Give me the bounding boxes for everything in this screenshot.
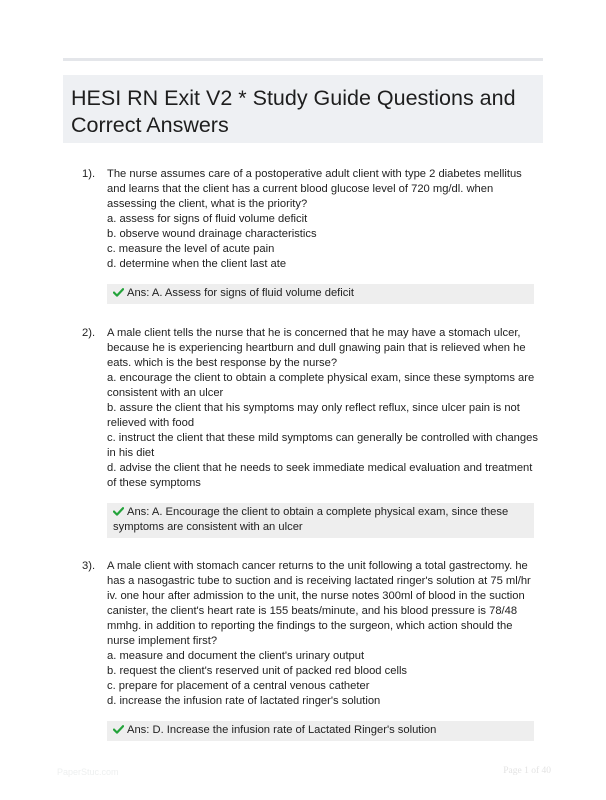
question-1: [82, 167, 542, 304]
option-c: c. prepare for placement of a central venous catheter: [107, 680, 370, 692]
question-number: 1).: [82, 168, 96, 180]
document-title: HESI RN Exit V2 * Study Guide Questions and Correct Answers: [71, 86, 516, 137]
answer-box: [107, 721, 534, 741]
question-number: 3).: [82, 560, 96, 572]
title-banner: [63, 75, 543, 143]
answer-text: Ans: A. Assess for signs of fluid volume deficit: [127, 287, 354, 299]
question-2: [82, 326, 542, 538]
check-icon: [113, 725, 124, 734]
top-divider: [63, 58, 543, 61]
check-icon: [113, 288, 124, 297]
option-d: d. increase the infusion rate of lactated ringer's solution: [107, 695, 381, 707]
option-a: a. assess for signs of fluid volume deficit: [107, 213, 308, 225]
option-b: b. assure the client that his symptoms may only reflect reflux, since ulcer pain is not relieved with food: [107, 402, 520, 429]
question-stem: A male client tells the nurse that he is concerned that he may have a stomach ulcer, because he is experiencing heartburn and dull gnawing pain that is relieved when he eats. which is the best response by the nurse?: [107, 327, 526, 369]
question-stem: The nurse assumes care of a postoperative adult client with type 2 diabetes mellitus and learns that the client has a current blood glucose level of 720 mg/dl. when assessing the client, what is the priority?: [107, 168, 522, 210]
option-a: a. encourage the client to obtain a complete physical exam, since these symptoms are consistent with an ulcer: [107, 372, 535, 399]
question-3: [82, 559, 542, 741]
option-d: d. determine when the client last ate: [107, 258, 287, 270]
check-icon: [113, 507, 124, 516]
option-d: d. advise the client that he needs to seek immediate medical evaluation and treatment of these symptoms: [107, 462, 533, 489]
footer-watermark: PaperStuc.com: [57, 767, 119, 777]
option-b: b. request the client's reserved unit of packed red blood cells: [107, 665, 408, 677]
page-number: Page 1 of 40: [503, 766, 551, 776]
option-b: b. observe wound drainage characteristics: [107, 228, 317, 240]
answer-text: Ans: D. Increase the infusion rate of Lactated Ringer's solution: [127, 724, 437, 736]
option-c: c. instruct the client that these mild symptoms can generally be controlled with changes in his diet: [107, 432, 538, 459]
option-c: c. measure the level of acute pain: [107, 243, 275, 255]
answer-box: [107, 284, 534, 304]
question-body: [107, 167, 542, 272]
answer-text: Ans: A. Encourage the client to obtain a complete physical exam, since these symptoms are consistent with an ulcer: [113, 506, 509, 533]
answer-box: [107, 503, 534, 538]
question-number: 2).: [82, 327, 96, 339]
question-body: [107, 326, 542, 491]
option-a: a. measure and document the client's urinary output: [107, 650, 365, 662]
question-body: [107, 559, 542, 709]
question-stem: A male client with stomach cancer returns to the unit following a total gastrectomy. he has a nasogastric tube to suction and is receiving lactated ringer's solution at 75 ml/hr iv. one hour after admission to the unit, the nurse notes 300ml of blood in the suction canister, the client's heart rate is 155 beats/minute, and his blood pressure is 78/48 mmhg. in addition to reporting the findings to the surgeon, which action should the nurse implement first?: [107, 560, 531, 647]
